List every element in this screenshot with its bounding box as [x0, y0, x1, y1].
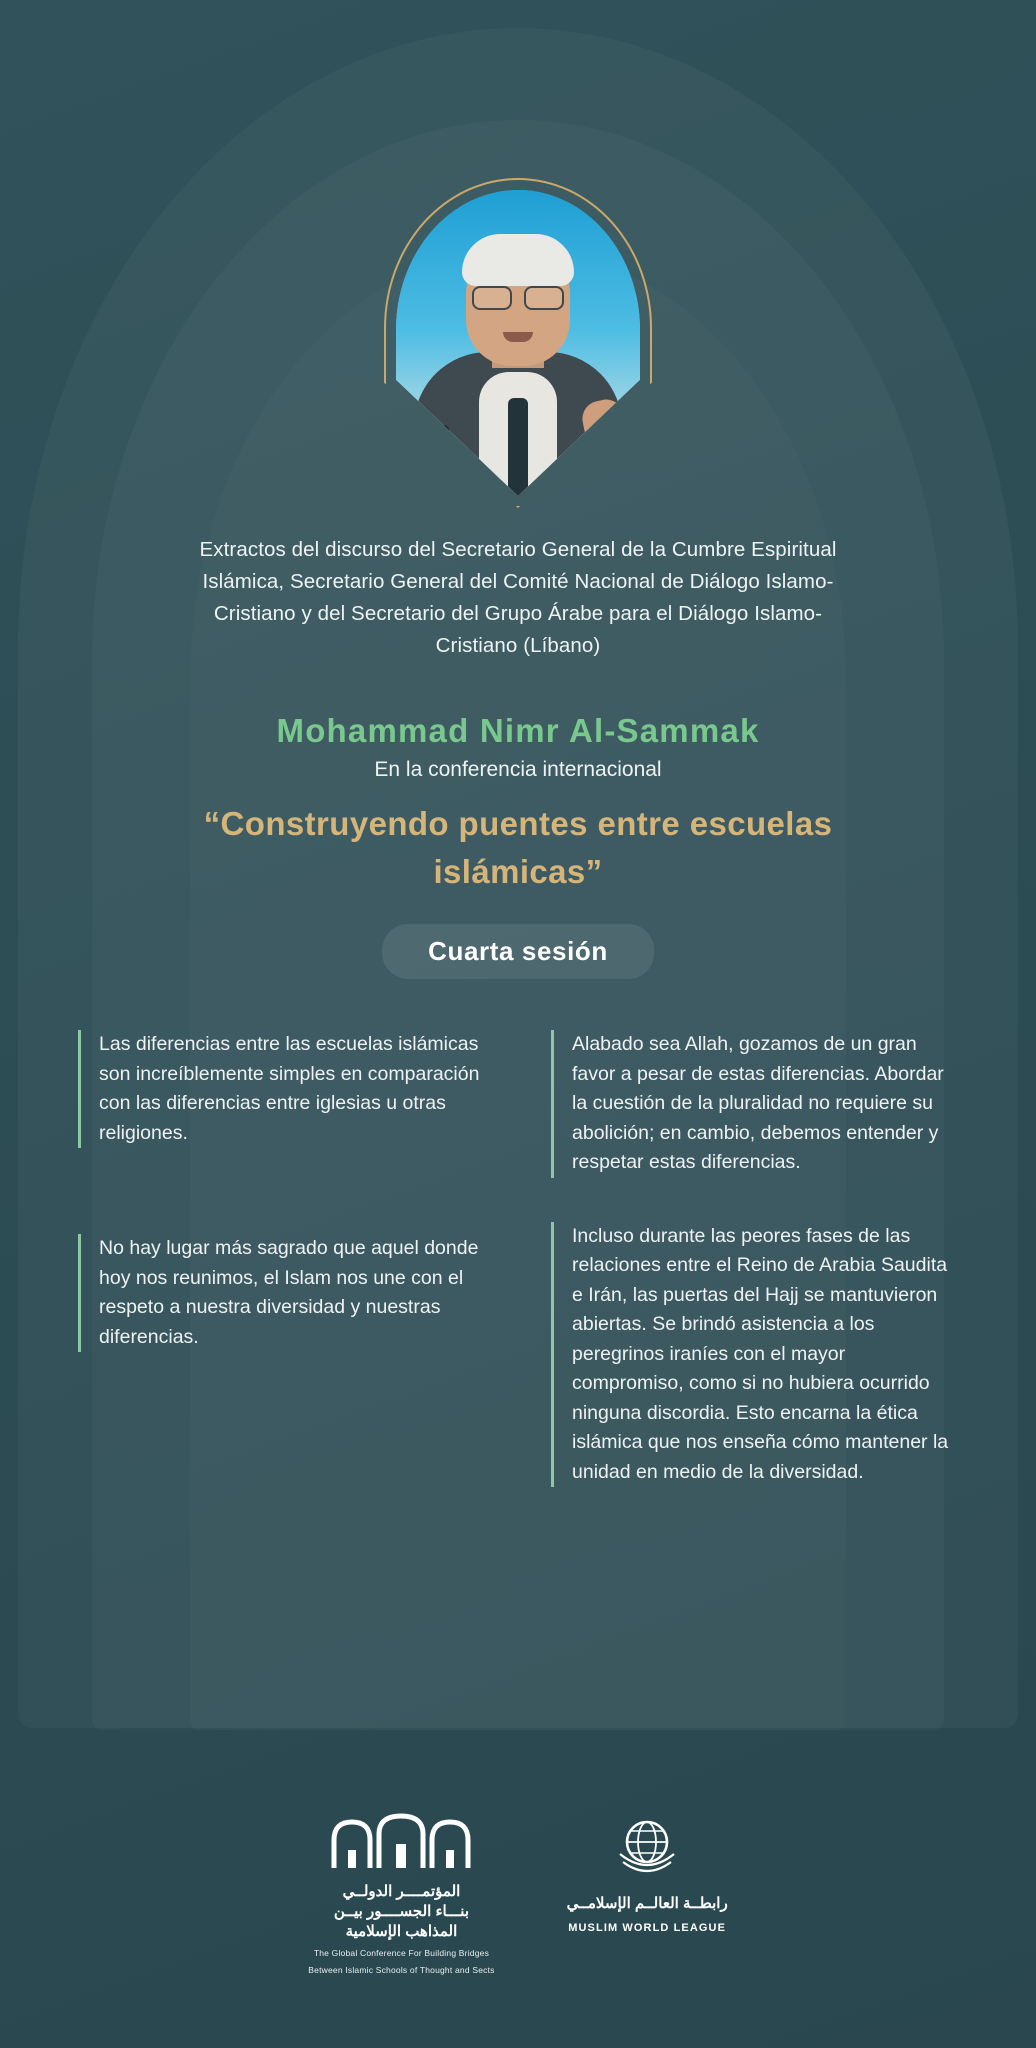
speaker-portrait	[384, 178, 652, 508]
conference-logo-arabic-2: بنـــاء الجســــور بيــن	[333, 1903, 469, 1920]
globe-crescent-icon	[610, 1810, 684, 1884]
quotes-column-right	[551, 1030, 958, 1487]
footer-logos	[0, 1810, 1036, 1976]
quote-item: No hay lugar más sagrado que aquel donde hoy nos reunimos, el Islam nos une con el respeto a nuestra diversidad y nuestras diferencias.	[78, 1234, 485, 1352]
conference-subline: En la conferencia internacional	[374, 758, 662, 781]
conference-logo	[308, 1810, 494, 1976]
conference-logo-arabic-3: المذاهب الإسلامية	[345, 1923, 458, 1940]
muslim-world-league-logo	[567, 1810, 728, 1934]
conference-logo-english-1: The Global Conference For Building Bridges	[313, 1948, 490, 1958]
bridge-arches-icon	[326, 1810, 476, 1872]
mwl-logo-english: MUSLIM WORLD LEAGUE	[568, 1922, 727, 1934]
quotes-section	[78, 1030, 958, 1487]
portrait-gold-frame	[384, 178, 652, 508]
quote-item: Las diferencias entre las escuelas islámicas son increíblemente simples en comparación con las diferencias entre iglesias u otras religiones.	[78, 1030, 485, 1148]
conference-logo-english-2: Between Islamic Schools of Thought and Sects	[308, 1965, 495, 1975]
intro-paragraph: Extractos del discurso del Secretario General de la Cumbre Espiritual Islámica, Secretario General del Comité Nacional de Diálogo Islamo-Cristiano y del Secretario del Grupo Árabe para el Diálogo Islamo- Cristiano (Líbano)	[199, 538, 837, 657]
mwl-logo-arabic: رابطــة العالــم الإسلامــي	[566, 1895, 728, 1912]
quote-item: Alabado sea Allah, gozamos de un gran favor a pesar de estas diferencias. Abordar la cuestión de la pluralidad no requiere su abolición; en cambio, debemos entender y respetar estas diferencias.	[551, 1030, 958, 1178]
session-badge: Cuarta sesión	[382, 924, 654, 979]
conference-title: “Construyendo puentes entre escuelas islámicas”	[203, 805, 833, 890]
speaker-name: Mohammad Nimr Al-Sammak	[276, 712, 760, 749]
quote-item: Incluso durante las peores fases de las relaciones entre el Reino de Arabia Saudita e Irán, las puertas del Hajj se mantuvieron abiertas. Se brindó asistencia a los peregrinos iraníes con el mayor compromiso, como si no hubiera ocurrido ninguna discordia. Esto encarna la ética islámica que nos enseña cómo mantener la unidad en medio de la diversidad.	[551, 1222, 958, 1488]
conference-logo-arabic-1: المؤتمــــر الدولــي	[342, 1883, 461, 1900]
quotes-column-left	[78, 1030, 485, 1487]
